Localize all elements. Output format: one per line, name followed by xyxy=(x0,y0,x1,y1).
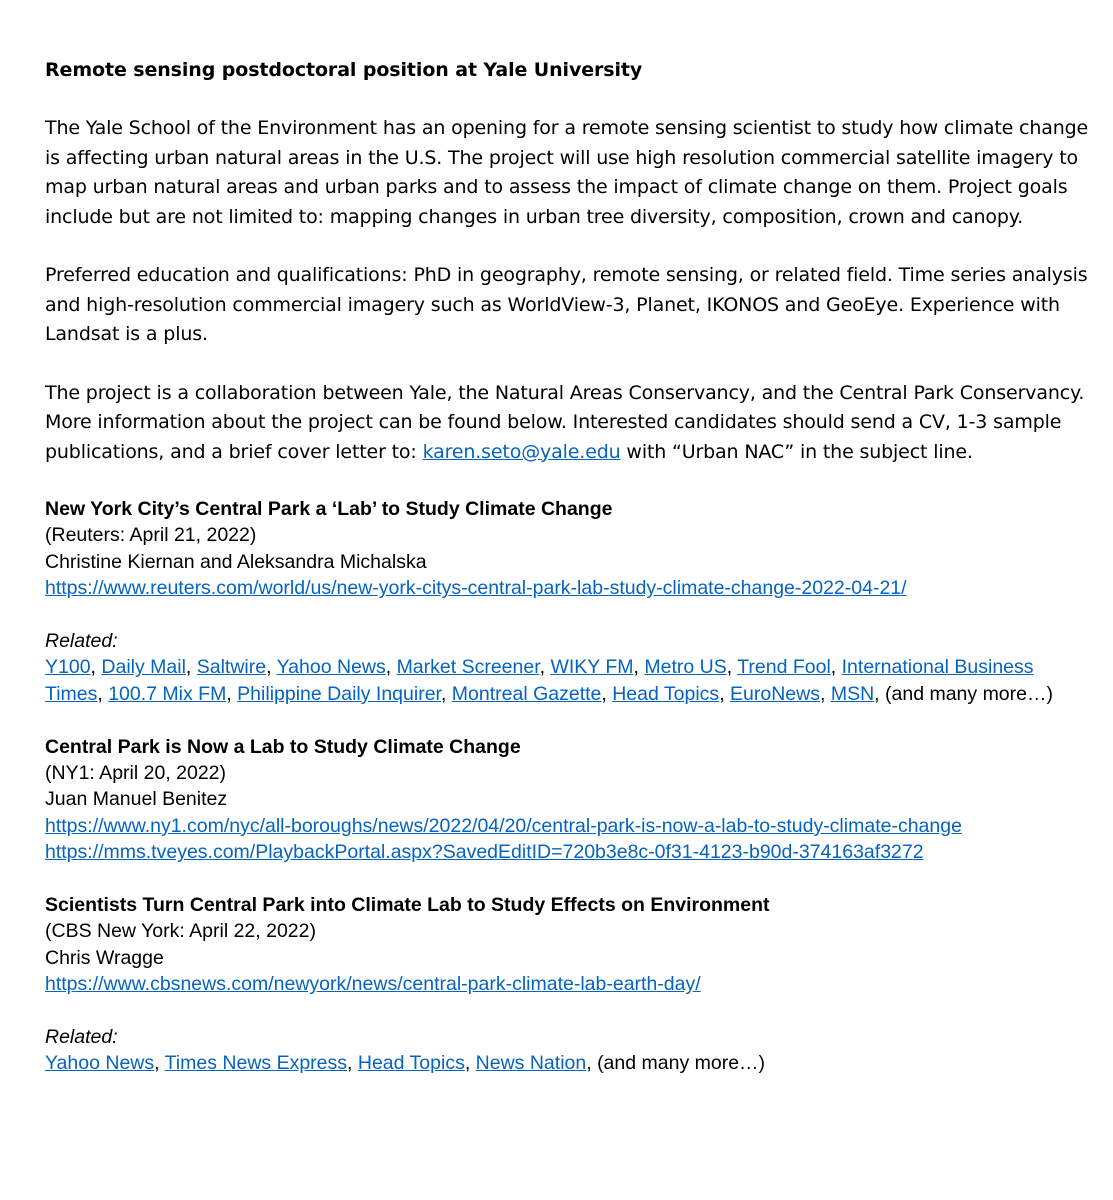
posting-title: Remote sensing postdoctoral position at Yale University xyxy=(45,59,643,81)
related-separator: , xyxy=(830,656,842,679)
related-link-head-topics[interactable]: Head Topics xyxy=(612,682,720,705)
article-url-link[interactable]: https://www.ny1.com/nyc/all-boroughs/news/2022/04/20/central-park-is-now-a-lab-to-study-climate-change xyxy=(45,814,962,837)
related-link-mix-fm[interactable]: 100.7 Mix FM xyxy=(108,682,227,705)
article-url-link[interactable]: https://www.reuters.com/world/us/new-york-citys-central-park-lab-study-climate-change-2022-04-21/ xyxy=(45,577,907,600)
article-title: Scientists Turn Central Park into Climate Lab to Study Effects on Environment xyxy=(45,894,770,917)
related-separator: , xyxy=(266,656,277,679)
related-link-trend-fool[interactable]: Trend Fool xyxy=(737,656,831,679)
related-link-montreal-gazette[interactable]: Montreal Gazette xyxy=(451,682,602,705)
related-links-list xyxy=(45,1050,1090,1076)
posting-intro-paragraph: The Yale School of the Environment has an opening for a remote sensing scientist to study how climate change is affecting urban natural areas in the U.S. The project will use high resolution commercial satellite imagery to map urban natural areas and urban parks and to assess the impact of climate change on them. Project goals include but are not limited to: mapping changes in urban tree diversity, composition, crown and canopy. xyxy=(45,117,1089,228)
related-separator: , xyxy=(226,682,238,705)
related-link-times-news-express[interactable]: Times News Express xyxy=(164,1052,348,1075)
related-more-text: (and many more…) xyxy=(885,682,1053,705)
related-separator: , xyxy=(90,656,102,679)
related-link-yahoo-news[interactable]: Yahoo News xyxy=(45,1052,155,1075)
related-separator: , xyxy=(539,656,551,679)
related-label: Related: xyxy=(45,630,118,653)
collaboration-text: The project is a collaboration between Yale, the Natural Areas Conservancy, and the Central Park Conservancy. More information about the project can be found below. Interested candidates should send a CV, 1-3 sample publications, and a brief cover letter to: xyxy=(45,381,1085,463)
related-separator: , xyxy=(719,682,731,705)
related-cbs-section xyxy=(45,1024,1090,1077)
related-label: Related: xyxy=(45,1026,118,1049)
related-link-head-topics[interactable]: Head Topics xyxy=(357,1052,465,1075)
posting-collaboration-paragraph xyxy=(45,379,1090,468)
collaboration-text-end: with “Urban NAC” in the subject line. xyxy=(620,440,973,463)
article-authors: Juan Manuel Benitez xyxy=(45,788,228,811)
article-authors: Chris Wragge xyxy=(45,946,164,969)
related-separator: , xyxy=(586,1052,598,1075)
related-separator: , xyxy=(464,1052,476,1075)
related-separator: , xyxy=(874,682,886,705)
related-link-y100[interactable]: Y100 xyxy=(45,656,91,679)
related-separator: , xyxy=(601,682,613,705)
related-link-msn[interactable]: MSN xyxy=(830,682,875,705)
related-separator: , xyxy=(385,656,397,679)
related-separator: , xyxy=(440,682,452,705)
related-more-text: (and many more…) xyxy=(597,1052,766,1075)
related-link-euronews[interactable]: EuroNews xyxy=(730,682,820,705)
article-source: (CBS New York: April 22, 2022) xyxy=(45,920,316,943)
contact-email-link[interactable]: karen.seto@yale.edu xyxy=(422,440,621,463)
related-link-wiky-fm[interactable]: WIKY FM xyxy=(550,656,634,679)
related-link-news-nation[interactable]: News Nation xyxy=(475,1052,587,1075)
article-source: (Reuters: April 21, 2022) xyxy=(45,524,257,547)
related-separator: , xyxy=(185,656,197,679)
related-link-philippine-daily-inquirer[interactable]: Philippine Daily Inquirer xyxy=(237,682,441,705)
article-url-link[interactable]: https://www.cbsnews.com/newyork/news/central-park-climate-lab-earth-day/ xyxy=(45,973,701,996)
related-reuters-section xyxy=(45,628,1090,707)
related-link-daily-mail[interactable]: Daily Mail xyxy=(101,656,186,679)
related-link-saltwire[interactable]: Saltwire xyxy=(196,656,267,679)
related-separator: , xyxy=(726,656,738,679)
article-source: (NY1: April 20, 2022) xyxy=(45,762,227,785)
related-separator: , xyxy=(633,656,645,679)
article-title: New York City’s Central Park a ‘Lab’ to Study Climate Change xyxy=(45,498,613,520)
article-video-url-link[interactable]: https://mms.tveyes.com/PlaybackPortal.aspx?SavedEditID=720b3e8c-0f31-4123-b90d-374163af3272 xyxy=(45,841,924,864)
related-separator: , xyxy=(819,682,831,705)
document-page xyxy=(45,56,1090,1077)
posting-qualifications-paragraph: Preferred education and qualifications: PhD in geography, remote sensing, or related field. Time series analysis and high-resolution commercial imagery such as WorldView-3, Planet, IKONOS and GeoEye. Experience with Landsat is a plus. xyxy=(45,264,1088,345)
related-link-yahoo-news[interactable]: Yahoo News xyxy=(276,656,386,679)
article-reuters xyxy=(45,496,1090,602)
related-link-metro-us[interactable]: Metro US xyxy=(644,656,727,679)
article-title: Central Park is Now a Lab to Study Climate Change xyxy=(45,735,521,758)
related-link-international-business-times[interactable]: International Business Times xyxy=(45,656,1034,705)
article-authors: Christine Kiernan and Aleksandra Michalska xyxy=(45,550,427,573)
article-cbs xyxy=(45,892,1090,998)
related-separator: , xyxy=(154,1052,165,1075)
article-ny1 xyxy=(45,734,1090,866)
related-link-market-screener[interactable]: Market Screener xyxy=(396,656,540,679)
related-links-list xyxy=(45,654,1090,707)
related-separator: , xyxy=(97,682,109,705)
related-separator: , xyxy=(347,1052,358,1075)
